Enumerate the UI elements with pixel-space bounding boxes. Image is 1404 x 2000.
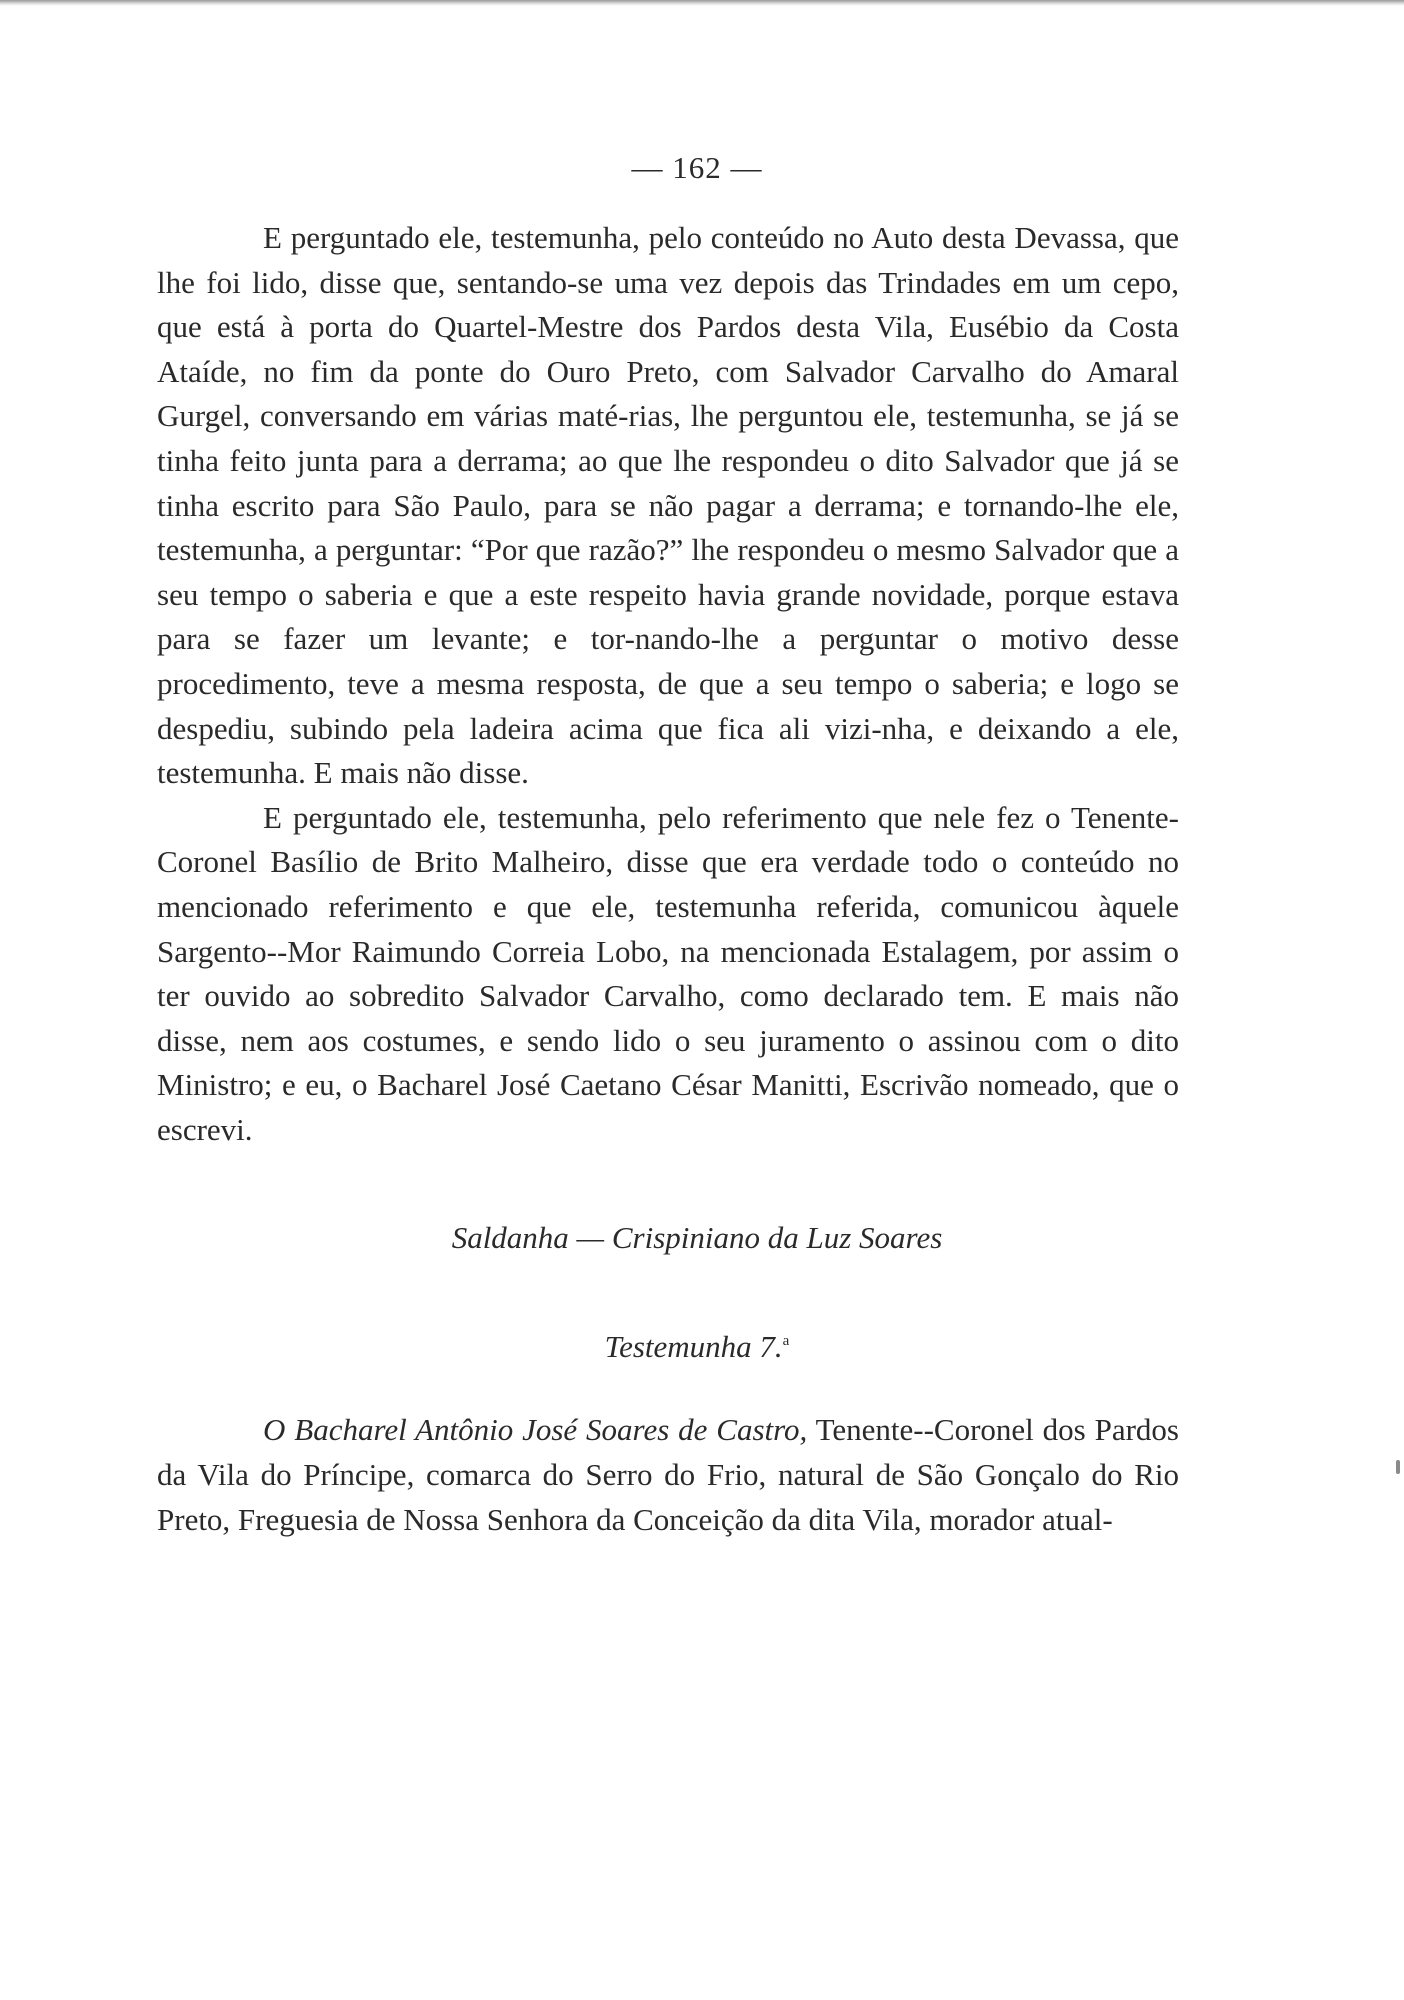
witness-heading-ordinal: a	[782, 1333, 790, 1350]
witness-paragraph	[157, 1408, 1179, 1542]
testimony-paragraph-1: E perguntado ele, testemunha, pelo conteúdo no Auto desta Devassa, que lhe foi lido, disse que, sentando-se uma vez depois das Trindades em um cepo, que está à porta do Quartel-Mestre dos Pardos desta Vila, Eusébio da Costa Ataíde, no fim da ponte do Ouro Preto, com Salvador Carvalho do Amaral Gurgel, conversando em várias maté-rias, lhe perguntou ele, testemunha, se já se tinha feito junta para a derrama; ao que lhe respondeu o dito Salvador que já se tinha escrito para São Paulo, para se não pagar a derrama; e tornando-lhe ele, testemunha, a perguntar: “Por que razão?” lhe respondeu o mesmo Salvador que a seu tempo o saberia e que a este respeito havia grande novidade, porque estava para se fazer um levante; e tor-nando-lhe a perguntar o motivo desse procedimento, teve a mesma resposta, de que a seu tempo o saberia; e logo se despediu, subindo pela ladeira acima que fica ali vizi-nha, e deixando a ele, testemunha. E mais não disse.	[157, 220, 1179, 791]
testimony-paragraph-2: E perguntado ele, testemunha, pelo referimento que nele fez o Tenente-Coronel Basílio de Brito Malheiro, disse que era verdade todo o conteúdo no mencionado referimento e que ele, testemunha referida, comunicou àquele Sargento--Mor Raimundo Correia Lobo, na mencionada Estalagem, por assim o ter ouvido ao sobredito Salvador Carvalho, como declarado tem. E mais não disse, nem aos costumes, e sendo lido o seu juramento o assinou com o dito Ministro; e eu, o Bacharel José Caetano César Manitti, Escrivão nomeado, que o escrevi.	[157, 799, 1179, 1147]
scan-top-edge	[0, 0, 1404, 6]
signature-line: Saldanha — Crispiniano da Luz Soares	[451, 1220, 943, 1256]
witness-heading-text: Testemunha 7.	[604, 1329, 783, 1365]
page-number: — 162 —	[631, 150, 763, 185]
book-page	[157, 150, 1179, 1542]
witness-text: Tenente--Coronel dos Pardos da Vila do Príncipe, comarca do Serro do Frio, natural de São Gonçalo do Rio Preto, Freguesia de Nossa Senhora da Conceição da dita Vila, morador atual-	[157, 1412, 1179, 1537]
scan-margin-mark	[1396, 1460, 1400, 1474]
witness-heading	[157, 1329, 1179, 1365]
witness-name: O Bacharel Antônio José Soares de Castro,	[263, 1412, 808, 1448]
